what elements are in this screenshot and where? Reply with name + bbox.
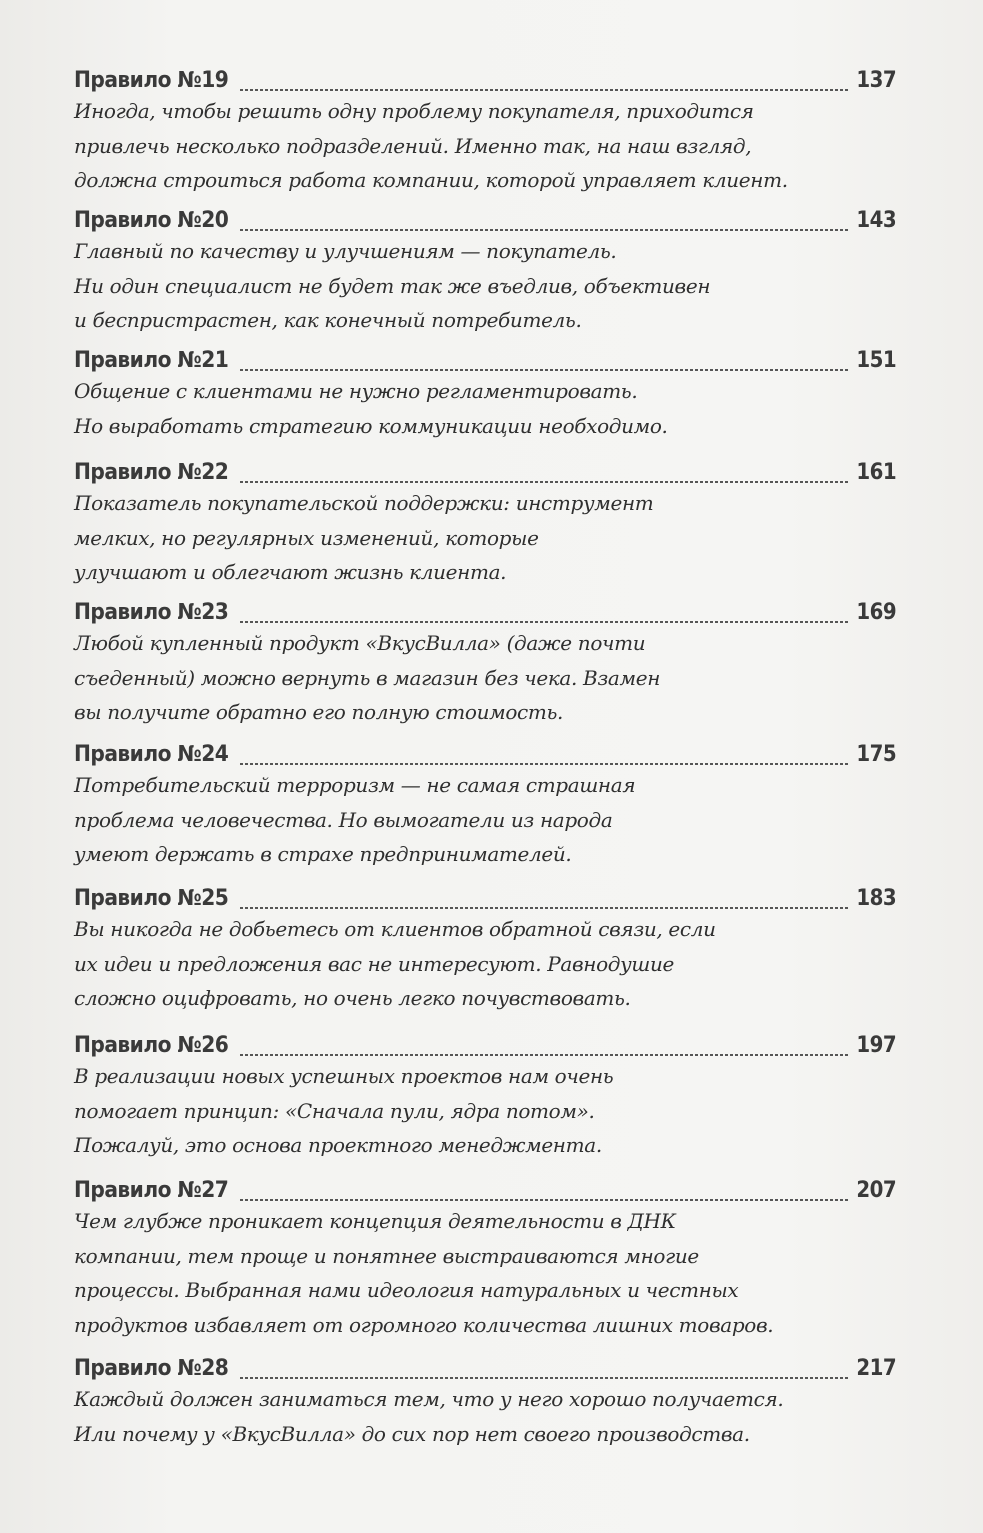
rule-description [74,486,896,590]
toc-entry-head [74,732,896,766]
toc-entry-head [74,876,896,910]
dot-leader [240,89,848,91]
dot-leader [240,1377,848,1379]
dot-leader [240,907,848,909]
description-line: привлечь несколько подразделений. Именно так, на наш взгляд, [74,133,752,158]
dot-leader [240,1199,848,1201]
rule-title: Правило №20 [74,208,229,233]
description-line: Вы никогда не добьетесь от клиентов обратной связи, если [74,917,716,941]
dot-leader [240,621,848,623]
toc-entry-head [74,590,896,624]
rule-title: Правило №19 [74,68,229,93]
description-line: В реализации новых успешных проектов нам очень [74,1064,614,1088]
page-number: 151 [856,348,896,373]
rule-description [74,1059,896,1163]
rule-description [74,768,896,872]
toc-entry-23 [74,590,896,730]
description-line: Каждый должен заниматься тем, что у него хорошо получается. [74,1387,784,1411]
dot-leader [240,369,848,371]
page-number: 207 [856,1178,896,1203]
toc-entry-head [74,450,896,484]
toc-entry-head [74,58,896,92]
description-line: умеют держать в страхе предпринимателей. [74,842,572,866]
toc-entry-head [74,198,896,232]
description-line: Пожалуй, это основа проектного менеджмента. [74,1133,602,1157]
toc-entry-24 [74,732,896,872]
page-number: 169 [856,600,896,625]
description-line: Главный по качеству и улучшениям — покупатель. [74,239,617,263]
toc-entry-28 [74,1346,896,1451]
page-number: 175 [856,742,896,767]
toc-entry-head [74,338,896,372]
description-line: проблема человечества. Но вымогатели из народа [74,807,613,832]
toc-entry-19 [74,58,896,198]
toc-entry-21 [74,338,896,443]
description-line: их идеи и предложения вас не интересуют. Равнодушие [74,951,674,976]
toc-entry-head [74,1168,896,1202]
description-line: Любой купленный продукт «ВкусВилла» (даже почти [74,631,646,655]
description-line: Или почему у «ВкусВилла» до сих пор нет своего производства. [74,1421,750,1446]
description-line: должна строиться работа компании, которой управляет клиент. [74,168,788,192]
rule-description [74,1382,896,1451]
rule-title: Правило №23 [74,600,229,625]
description-line: вы получите обратно его полную стоимость. [74,700,564,724]
description-line: компании, тем проще и понятнее выстраиваются многие [74,1243,699,1268]
dot-leader [240,229,848,231]
toc-entry-27 [74,1168,896,1342]
rule-description [74,374,896,443]
rule-title: Правило №22 [74,460,229,485]
toc-entry-head [74,1346,896,1380]
rule-title: Правило №28 [74,1356,229,1381]
toc-entry-20 [74,198,896,338]
description-line: помогает принцип: «Сначала пули, ядра потом». [74,1098,595,1123]
description-line: Но выработать стратегию коммуникации необходимо. [74,413,668,438]
description-line: Ни один специалист не будет так же въедлив, объективен [74,273,711,298]
description-line: Показатель покупательской поддержки: инструмент [74,491,654,515]
page-number: 197 [856,1033,896,1058]
toc-entry-25 [74,876,896,1016]
dot-leader [240,1054,848,1056]
rule-description [74,1204,896,1342]
page-number: 161 [856,460,896,485]
description-line: улучшают и облегчают жизнь клиента. [74,560,507,584]
page-number: 137 [856,68,896,93]
description-line: мелких, но регулярных изменений, которые [74,525,539,550]
toc-entry-26 [74,1023,896,1163]
rule-description [74,234,896,338]
rule-description [74,912,896,1016]
toc-entry-22 [74,450,896,590]
rule-description [74,94,896,198]
description-line: Чем глубже проникает концепция деятельности в ДНК [74,1209,676,1233]
description-line: и беспристрастен, как конечный потребитель. [74,308,582,332]
rule-title: Правило №25 [74,886,229,911]
description-line: Общение с клиентами не нужно регламентировать. [74,379,638,403]
page-number: 143 [856,208,896,233]
description-line: продуктов избавляет от огромного количества лишних товаров. [74,1312,774,1337]
toc-entry-head [74,1023,896,1057]
description-line: сложно оцифровать, но очень легко почувствовать. [74,986,631,1010]
rule-title: Правило №27 [74,1178,229,1203]
rule-description [74,626,896,730]
page-number: 183 [856,886,896,911]
dot-leader [240,763,848,765]
page-number: 217 [856,1356,896,1381]
rule-title: Правило №26 [74,1033,229,1058]
description-line: съеденный) можно вернуть в магазин без чека. Взамен [74,665,661,690]
dot-leader [240,481,848,483]
rule-title: Правило №21 [74,348,229,373]
description-line: процессы. Выбранная нами идеология натуральных и честных [74,1278,739,1302]
description-line: Иногда, чтобы решить одну проблему покупателя, приходится [74,99,754,123]
description-line: Потребительский терроризм — не самая страшная [74,773,636,797]
rule-title: Правило №24 [74,742,229,767]
